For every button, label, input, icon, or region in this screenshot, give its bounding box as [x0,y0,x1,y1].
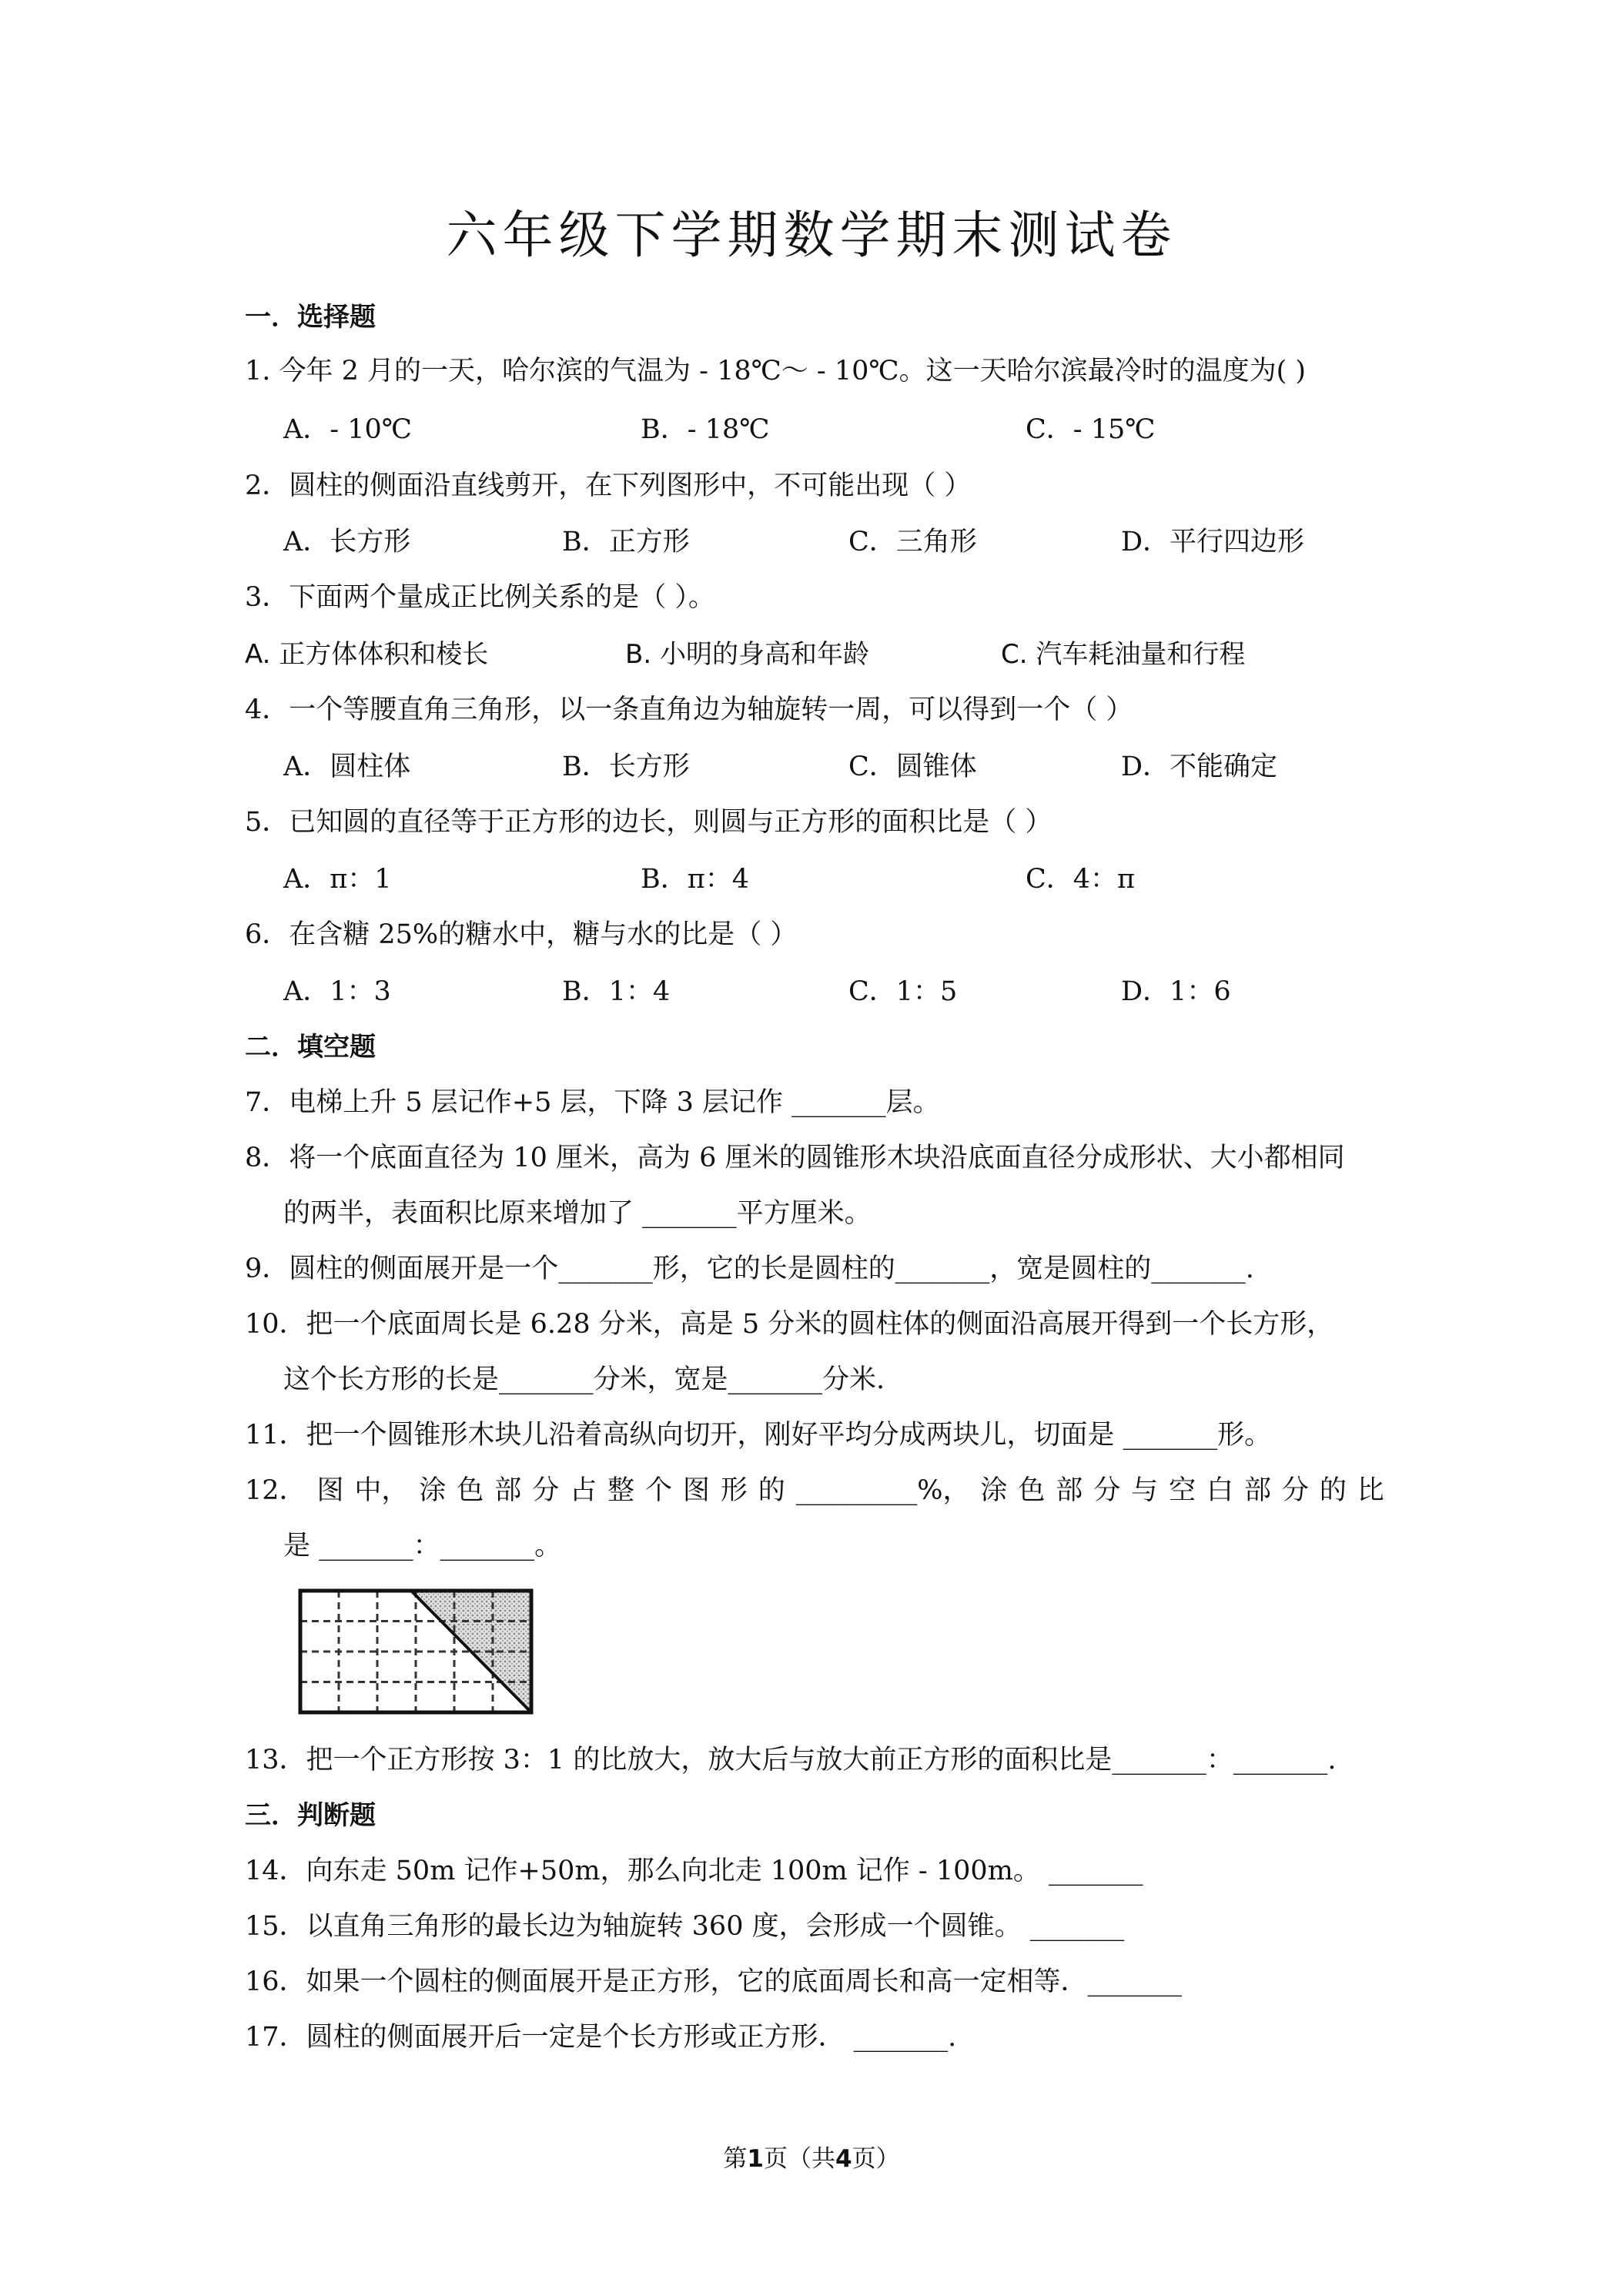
question-13: 13．把一个正方形按 3：1 的比放大，放大后与放大前正方形的面积比是_______：_______. [245,1745,1337,1776]
footer-total-pages: 4 [835,2145,852,2173]
q12-part: 的 [1319,1475,1347,1506]
q12-part: 分 [1281,1475,1309,1506]
q1-option-c: C．- 15℃ [1026,414,1156,445]
q3-option-b: B. 小明的身高和年龄 [625,639,869,670]
question-6: 6．在含糖 25%的糖水中，糖与水的比是（ ） [245,919,798,950]
question-9: 9．圆柱的侧面展开是一个_______形，它的长是圆柱的_______，宽是圆柱的_______. [245,1253,1254,1284]
question-5: 5．已知圆的直径等于正方形的边长，则圆与正方形的面积比是（ ） [245,807,1052,838]
q12-part: 占 [570,1475,597,1506]
q6-option-c: C．1：5 [848,976,958,1007]
q2-option-b: B．正方形 [562,527,690,557]
question-14: 14．向东走 50m 记作+50m，那么向北走 100m 记作 - 100m。 _______ [245,1856,1143,1886]
q4-option-b: B．长方形 [562,751,690,782]
section-heading-judge: 三．判断题 [245,1800,376,1831]
q6-option-a: A．1：3 [283,976,391,1007]
q5-option-c: C．4：π [1026,864,1136,895]
q12-shaded-grid-figure [296,1586,536,1717]
q12-part: 分 [1093,1475,1121,1506]
question-1: 1. 今年 2 月的一天，哈尔滨的气温为 - 18℃～ - 10℃。这一天哈尔滨最冷时的温度为( ) [245,356,1307,387]
q5-option-b: B．π：4 [641,864,749,895]
question-16: 16．如果一个圆柱的侧面展开是正方形，它的底面周长和高一定相等．_______ [245,1966,1183,1997]
footer-middle: 页（共 [764,2145,835,2173]
q12-part: 分 [532,1475,560,1506]
q12-part: 色 [457,1475,484,1506]
section-heading-choice: 一．选择题 [245,302,376,333]
page-title: 六年级下学期数学期末测试卷 [446,206,1177,265]
q5-option-a: A．π：1 [283,864,392,895]
q12-part: 与 [1131,1475,1159,1506]
question-15: 15．以直角三角形的最长边为轴旋转 360 度，会形成一个圆锥。 _______ [245,1911,1125,1942]
q12-part: 涂 [419,1475,447,1506]
q2-option-c: C．三角形 [848,527,977,557]
question-2: 2．圆柱的侧面沿直线剪开，在下列图形中，不可能出现（ ） [245,470,972,501]
question-7: 7．电梯上升 5 层记作+5 层，下降 3 层记作 _______层。 [245,1087,940,1118]
q1-option-a: A．- 10℃ [283,414,412,445]
q4-option-c: C．圆锥体 [848,751,977,782]
footer-suffix: 页） [852,2145,900,2173]
q12-part: 中， [354,1475,409,1506]
q12-part: 部 [494,1475,522,1506]
footer-page-number: 1 [747,2145,764,2173]
q12-part: 比 [1357,1475,1384,1506]
question-10-line-1: 10．把一个底面周长是 6.28 分米，高是 5 分米的圆柱体的侧面沿高展开得到一个长方形， [245,1309,1334,1340]
section-heading-fill: 二．填空题 [245,1032,376,1063]
question-17: 17．圆柱的侧面展开后一定是个长方形或正方形． _______. [245,2022,957,2053]
question-12-line-2: 是 _______：_______。 [283,1531,562,1561]
question-8-line-2: 的两半，表面积比原来增加了 _______平方厘米。 [283,1198,872,1229]
q12-part: 部 [1056,1475,1083,1506]
q12-part: 部 [1243,1475,1271,1506]
question-10-line-2: 这个长方形的长是_______分米，宽是_______分米. [283,1364,885,1395]
q4-option-d: D．不能确定 [1121,751,1278,782]
page-footer [0,2139,1623,2174]
q3-option-c: C. 汽车耗油量和行程 [1001,639,1246,670]
question-12-line-1 [245,1469,1384,1508]
q12-part: 空 [1169,1475,1196,1506]
q12-part: _________%， [795,1475,970,1506]
q2-option-d: D．平行四边形 [1121,527,1305,557]
q12-part: 涂 [980,1475,1008,1506]
q12-part: 色 [1018,1475,1046,1506]
q12-part: 的 [758,1475,785,1506]
q6-option-b: B．1：4 [562,976,671,1007]
q6-option-d: D．1：6 [1121,976,1231,1007]
q3-option-a: A. 正方体体积和棱长 [245,639,489,670]
q12-part: 整 [607,1475,635,1506]
q4-option-a: A．圆柱体 [283,751,411,782]
q1-option-b: B．- 18℃ [641,414,770,445]
question-3: 3．下面两个量成正比例关系的是（ ）。 [245,582,715,613]
question-4: 4．一个等腰直角三角形，以一条直角边为轴旋转一周，可以得到一个（ ） [245,694,1133,725]
footer-prefix: 第 [723,2145,748,2173]
q12-part: 形 [720,1475,748,1506]
q12-part: 图 [316,1475,344,1506]
q2-option-a: A．长方形 [283,527,411,557]
q12-part: 个 [644,1475,672,1506]
question-8-line-1: 8．将一个底面直径为 10 厘米，高为 6 厘米的圆锥形木块沿底面直径分成形状、大小都相同 [245,1143,1345,1173]
q12-part: 图 [682,1475,710,1506]
q12-part: 12． [245,1475,306,1506]
q12-part: 白 [1206,1475,1234,1506]
question-11: 11．把一个圆锥形木块儿沿着高纵向切开，刚好平均分成两块儿，切面是 _______形。 [245,1420,1272,1451]
